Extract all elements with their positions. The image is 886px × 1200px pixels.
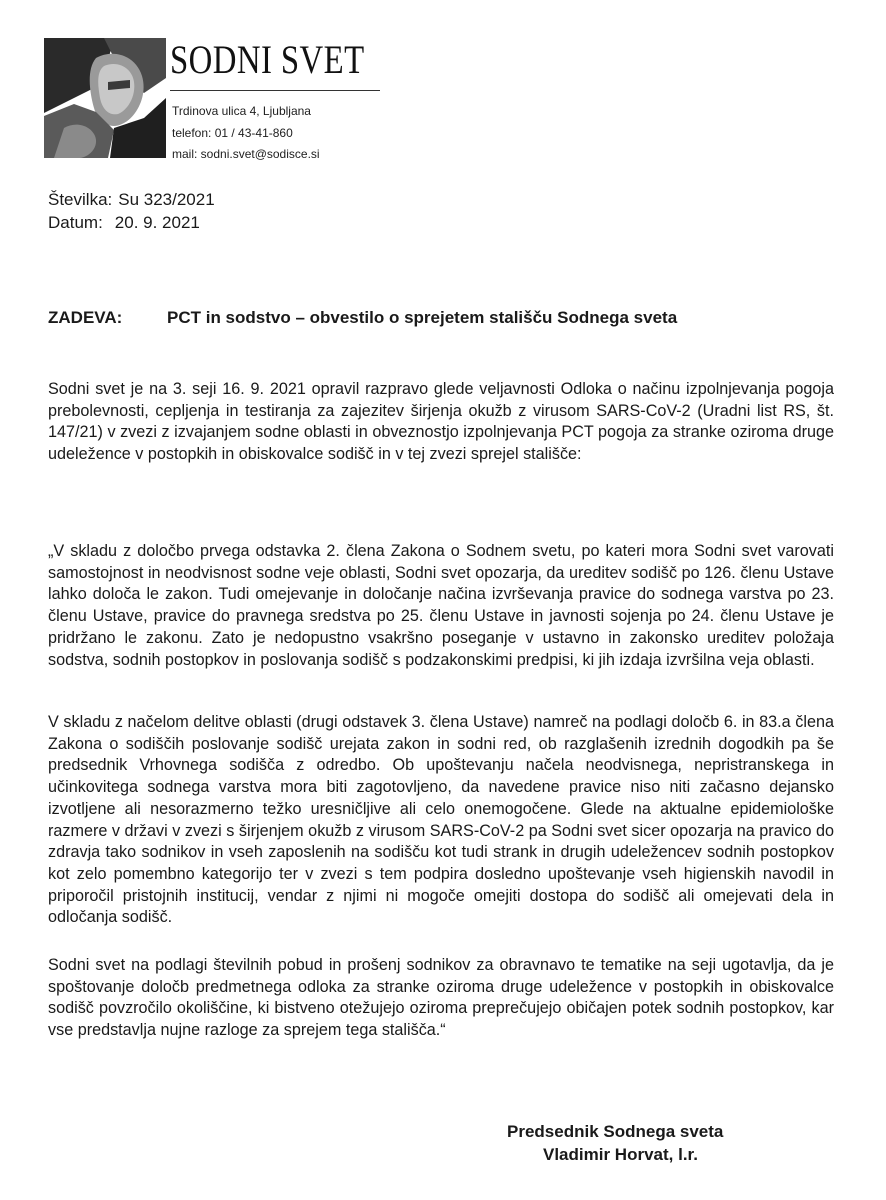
body-paragraph: V skladu z načelom delitve oblasti (drugi odstavek 3. člena Ustave) namreč na podlagi določb 6. in 83.a člena Zakona o sodiščih poslovanje sodišč urejata zakon in sodni red, ob razglašenih izrednih dogodkih pa še predsednik Vrhovnega sodišča z odredbo. Ob upoštevanju načela neodvisnega, nepristranskega in učinkovitega sodnega varstva mora biti zagotovljeno, da navedene pravice niso niti začasno dejansko izvotljene ali nesorazmerno težko uresničljive ali celo onemogočene. Glede na aktualne epidemiološke razmere v državi v zvezi s širjenjem okužb z virusom SARS-CoV-2 pa Sodni svet sicer opozarja na pravico do zdravja tako sodnikov in vseh zaposlenih na sodišču kot tudi strank in drugih udeležencev sodnih postopkov kot zelo pomembno kategorijo ter v zvezi s tem podpira dosledno upoštevanje vseh higienskih navodil in priporočil pristojnih institucij, vendar z njimi ni mogoče omejiti dostopa do sodišč ali omejevati dela in odločanja sodišč. xyxy=(48,713,834,927)
address-line: Trdinova ulica 4, Ljubljana xyxy=(172,104,311,118)
logo-graphic xyxy=(44,38,166,158)
justitia-statue-logo xyxy=(44,38,166,158)
document-number xyxy=(48,190,215,210)
body-paragraph: Sodni svet je na 3. seji 16. 9. 2021 opravil razpravo glede veljavnosti Odloka o načinu izpolnjevanja pogoja prebolevnosti, cepljenja in testiranja za zajezitev širjenja okužb z virusom SARS-CoV-2 (Uradni list RS, št. 147/21) v zvezi z izvajanjem sodne oblasti in obveznostjo izpolnjevanja PCT pogoja za stranke oziroma druge udeležence v postopkih in obiskovalce sodišč in v tej zvezi sprejel stališče: xyxy=(48,380,834,464)
body-paragraph: „V skladu z določbo prvega odstavka 2. člena Zakona o Sodnem svetu, po kateri mora Sodni svet varovati samostojnost in neodvisnost sodne veje oblasti, Sodni svet opozarja, da ureditev sodišč po 126. členu Ustave lahko določa le zakon. Tudi omejevanje in določanje načina izvrševanja pravice do sodnega varstva po 23. členu Ustave, pravice do pravnega sredstva po 25. členu Ustave in javnosti sojenja po 24. členu Ustave je pridržano le zakonu. Zato je nedopustno vsakršno poseganje v ustavno in zakonsko ureditev položaja sodstva, sodnih postopkov in poslovanja sodišč s podzakonskimi predpisi, ki jih izdaja izvršilna veja oblasti. xyxy=(48,542,834,669)
signature-title: Predsednik Sodnega sveta xyxy=(507,1122,724,1141)
signature-name: Vladimir Horvat, l.r. xyxy=(543,1145,698,1164)
email-line: mail: sodni.svet@sodisce.si xyxy=(172,147,320,161)
number-value: Su 323/2021 xyxy=(118,190,215,209)
subject-label: ZADEVA: xyxy=(48,308,123,327)
phone-line: telefon: 01 / 43-41-860 xyxy=(172,126,293,140)
subject-text: PCT in sodstvo – obvestilo o sprejetem stališču Sodnega sveta xyxy=(167,308,678,327)
number-label: Številka: xyxy=(48,190,113,209)
document-date xyxy=(48,213,200,233)
subject-line xyxy=(48,308,678,328)
date-value: 20. 9. 2021 xyxy=(114,213,200,232)
date-label: Datum: xyxy=(48,213,103,232)
body-paragraph: Sodni svet na podlagi številnih pobud in prošenj sodnikov za obravnavo te tematike na seji ugotavlja, da je spoštovanje določb predmetnega odloka za stranke oziroma druge udeležence v postopkih in obiskovalce sodišč povzročilo okoliščine, ki bistveno otežujejo oziroma preprečujejo običajen potek sodnih postopkov, kar vse predstavlja nujne razloge za sprejem tega stališča.“ xyxy=(48,956,834,1040)
letterhead-rule xyxy=(170,90,380,91)
org-name: SODNI SVET xyxy=(170,37,365,82)
letterhead xyxy=(44,37,374,161)
